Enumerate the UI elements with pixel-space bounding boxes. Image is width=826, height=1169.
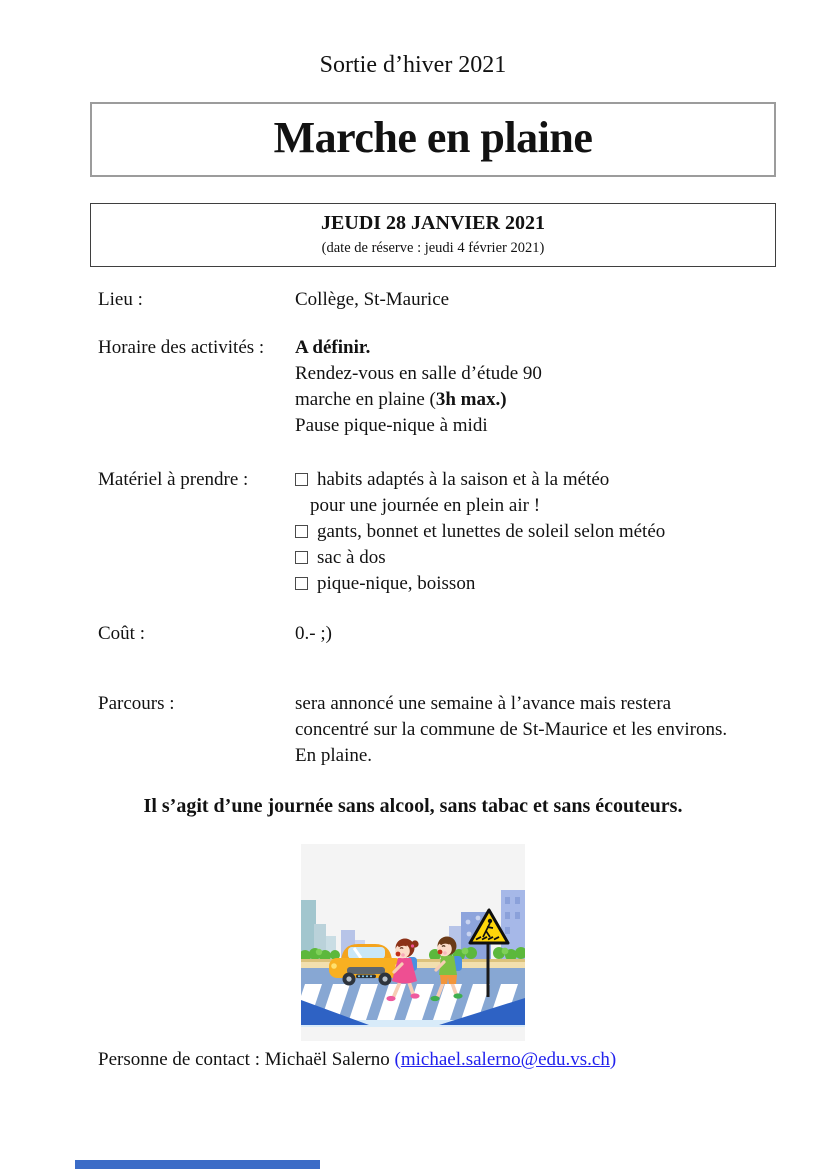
field-label-cout: Coût : [98, 623, 145, 644]
illustration-container [0, 844, 826, 1041]
date-box [90, 203, 776, 267]
event-title-box [90, 102, 776, 177]
checkbox-icon [295, 551, 308, 564]
field-label-horaire: Horaire des activités : [98, 337, 265, 358]
event-date: JEUDI 28 JANVIER 2021 [321, 212, 545, 234]
field-value-parcours [295, 691, 786, 769]
parcours-line-1: sera annoncé une semaine à l’avance mais restera [295, 693, 672, 714]
field-value-lieu: Collège, St-Maurice [295, 289, 450, 310]
materiel-checklist [295, 467, 786, 597]
field-value-cout: 0.- ;) [295, 623, 332, 644]
field-row-lieu [98, 287, 786, 313]
info-section [98, 287, 786, 769]
horaire-line-4: Pause pique-nique à midi [295, 415, 488, 436]
paren-open: ( [394, 1049, 401, 1070]
horaire-line-1: A définir. [295, 337, 371, 358]
field-row-materiel [98, 467, 786, 597]
checklist-item: gants, bonnet et lunettes de soleil selon météo [295, 519, 786, 545]
field-row-parcours [98, 691, 786, 769]
parcours-line-3: En plaine. [295, 745, 373, 766]
contact-prefix: Personne de contact : Michaël Salerno [98, 1049, 395, 1070]
field-label-materiel: Matériel à prendre : [98, 469, 249, 490]
checkbox-icon [295, 577, 308, 590]
paren-close: ) [609, 1049, 617, 1070]
notice-text: Il s’agit d’une journée sans alcool, sans tabac et sans écouteurs. [143, 795, 683, 817]
footer-blue-bar [75, 1160, 320, 1169]
horaire-line-3: marche en plaine (3h max.) [295, 389, 507, 410]
checklist-item: pique-nique, boisson [295, 571, 786, 597]
document-subtitle: Sortie d’hiver 2021 [319, 52, 507, 78]
horaire-line-2: Rendez-vous en salle d’étude 90 [295, 363, 542, 384]
checklist-item-continuation: pour une journée en plein air ! [310, 495, 541, 516]
field-label-lieu: Lieu : [98, 289, 143, 310]
checkbox-icon [295, 473, 308, 486]
contact-line [98, 1047, 786, 1073]
parcours-line-2: concentré sur la commune de St-Maurice et les environs. [295, 719, 728, 740]
reserve-date: (date de réserve : jeudi 4 février 2021) [321, 240, 545, 256]
email-link[interactable]: michael.salerno@edu.vs.ch [400, 1049, 610, 1070]
checkbox-icon [295, 525, 308, 538]
children-crossing-street-illustration [301, 844, 525, 1041]
field-value-horaire [295, 335, 786, 439]
field-label-parcours: Parcours : [98, 693, 175, 714]
checklist-item: sac à dos [295, 545, 786, 571]
checklist-item: habits adaptés à la saison et à la météo [295, 467, 786, 493]
event-title: Marche en plaine [273, 113, 593, 162]
field-row-cout [98, 621, 786, 647]
field-row-horaire [98, 335, 786, 439]
